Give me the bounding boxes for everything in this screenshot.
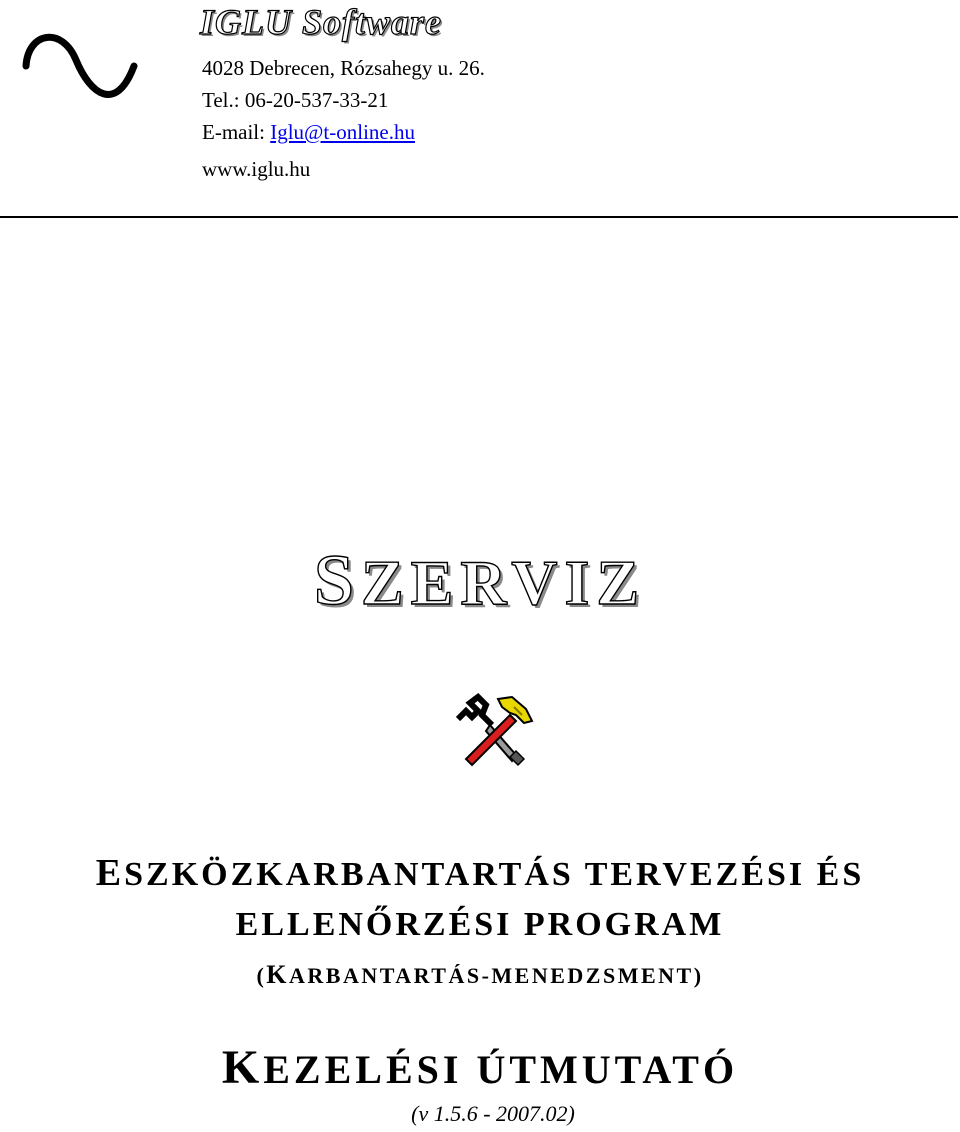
subtitle-line-3-rest: ARBANTARTÁS-MENEDZSMENT) [289, 963, 704, 988]
company-name: IGLU Software [200, 2, 443, 42]
subtitle-line-3 [0, 952, 960, 999]
subtitle-line-1 [0, 850, 960, 898]
sine-wave-logo-icon [20, 22, 140, 108]
company-website: www.iglu.hu [202, 157, 311, 181]
subtitle-paren: ( [256, 963, 267, 988]
title-initial: S [313, 540, 361, 620]
email-label: E-mail: [202, 120, 271, 144]
company-address: 4028 Debrecen, Rózsahegy u. 26. [202, 56, 485, 80]
manual-rest: EZELÉSI ÚTMUTATÓ [263, 1047, 739, 1092]
subtitle-line-1-rest: SZKÖZKARBANTARTÁS TERVEZÉSI ÉS [124, 856, 865, 893]
subtitle-line-3-initial: K [266, 960, 290, 989]
subtitle-initial: E [95, 852, 125, 894]
version-label: (v 1.5.6 - 2007.02) [411, 1101, 575, 1126]
manual-heading [0, 1038, 960, 1100]
letterhead [0, 0, 960, 216]
document-title [0, 540, 960, 623]
email-link[interactable]: Iglu@t-online.hu [270, 120, 415, 144]
company-phone: Tel.: 06-20-537-33-21 [202, 88, 389, 112]
hammer-wrench-icon [452, 693, 536, 767]
title-rest: ZERVIZ [360, 547, 647, 618]
manual-initial: K [221, 1041, 264, 1094]
header-divider [0, 216, 958, 218]
subtitle-line-2: ELLENŐRZÉSI PROGRAM [235, 906, 725, 943]
company-email-line [202, 119, 415, 145]
